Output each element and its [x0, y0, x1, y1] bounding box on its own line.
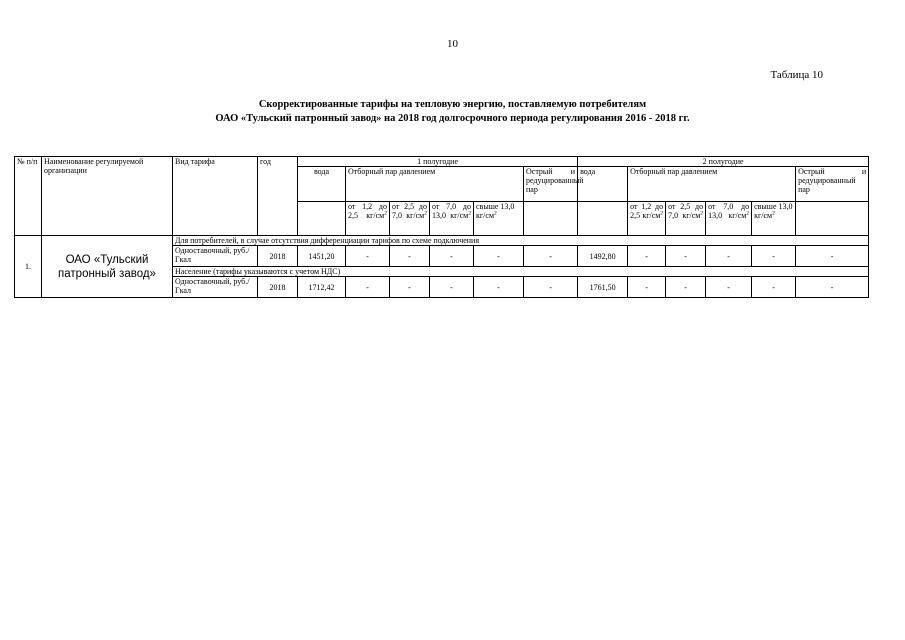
h1-p3-cell: - — [430, 246, 474, 267]
header-half-1: 1 полугодие — [298, 157, 578, 167]
h2-p4-cell: - — [752, 246, 796, 267]
tariff-type-cell: Одноставочный, руб./Гкал — [173, 277, 258, 298]
document-title — [0, 98, 905, 126]
h2-sharp-cell: - — [796, 277, 869, 298]
h1-p4-cell: - — [474, 246, 524, 267]
header-h2-p2: от 2,5 до 7,0 $кг/см^2$ — [666, 202, 706, 236]
section-label-consumers: Для потребителей, в случае отсутствия дифференциации тарифов по схеме подключения — [173, 236, 869, 246]
tariff-type-cell: Одноставочный, руб./Гкал — [173, 246, 258, 267]
h2-p2-cell: - — [666, 277, 706, 298]
header-h2-sharp-blank — [796, 202, 869, 236]
section-row-1 — [15, 236, 869, 246]
h2-sharp-cell: - — [796, 246, 869, 267]
header-year: год — [258, 157, 298, 236]
h2-p4-cell: - — [752, 277, 796, 298]
tariff-table — [14, 156, 869, 298]
header-h1-water-blank — [298, 202, 346, 236]
h1-p1-cell: - — [346, 246, 390, 267]
header-h1-steam: Отборный пар давлением — [346, 167, 524, 202]
header-row-1 — [15, 157, 869, 167]
h2-p1-cell: - — [628, 277, 666, 298]
h2-p1-cell: - — [628, 246, 666, 267]
header-h1-water: вода — [298, 167, 346, 202]
header-h1-sharp-blank — [524, 202, 578, 236]
header-h2-sharp: Острый и редуцированный пар — [796, 167, 869, 202]
h1-sharp-cell: - — [524, 277, 578, 298]
h2-p3-cell: - — [706, 277, 752, 298]
title-line-2: ОАО «Тульский патронный завод» на 2018 год долгосрочного периода регулирования 2016 - 2018 гг. — [215, 113, 690, 124]
header-h1-p1: от 1,2 до 2,5 $кг/см^2$ — [346, 202, 390, 236]
header-tariff-type: Вид тарифа — [173, 157, 258, 236]
header-half-2: 2 полугодие — [578, 157, 869, 167]
table-label: Таблица 10 — [770, 69, 823, 81]
h2-p2-cell: - — [666, 246, 706, 267]
header-h1-p4: свыше 13,0 $кг/см^2$ — [474, 202, 524, 236]
header-org: Наименование регулируемой организации — [42, 157, 173, 236]
h1-p2-cell: - — [390, 277, 430, 298]
header-h2-water-blank — [578, 202, 628, 236]
h1-water-cell: 1451,20 — [298, 246, 346, 267]
header-h2-p3: от 7,0 до 13,0 $кг/см^2$ — [706, 202, 752, 236]
row-number: 1. — [15, 236, 42, 298]
h1-p2-cell: - — [390, 246, 430, 267]
title-line-1: Скорректированные тарифы на тепловую энергию, поставляемую потребителям — [258, 99, 647, 110]
h1-p1-cell: - — [346, 277, 390, 298]
h2-water-cell: 1761,50 — [578, 277, 628, 298]
section-label-population: Население (тарифы указываются с учетом НДС) — [173, 267, 869, 277]
page-number: 10 — [447, 38, 458, 50]
header-h2-steam: Отборный пар давлением — [628, 167, 796, 202]
year-cell: 2018 — [258, 277, 298, 298]
h1-p4-cell: - — [474, 277, 524, 298]
year-cell: 2018 — [258, 246, 298, 267]
header-h1-sharp: Острый и редуцированный пар — [524, 167, 578, 202]
header-h1-p2: от 2,5 до 7,0 $кг/см^2$ — [390, 202, 430, 236]
header-num: № п/п — [15, 157, 42, 236]
h2-p3-cell: - — [706, 246, 752, 267]
h1-water-cell: 1712,42 — [298, 277, 346, 298]
header-h2-water: вода — [578, 167, 628, 202]
header-h1-p3: от 7,0 до 13,0 $кг/см^2$ — [430, 202, 474, 236]
header-h2-p1: от 1,2 до 2,5 $кг/см^2$ — [628, 202, 666, 236]
organization-name: ОАО «Тульский патронный завод» — [42, 236, 173, 298]
h2-water-cell: 1492,80 — [578, 246, 628, 267]
h1-sharp-cell: - — [524, 246, 578, 267]
h1-p3-cell: - — [430, 277, 474, 298]
header-h2-p4: свыше 13,0 $кг/см^2$ — [752, 202, 796, 236]
